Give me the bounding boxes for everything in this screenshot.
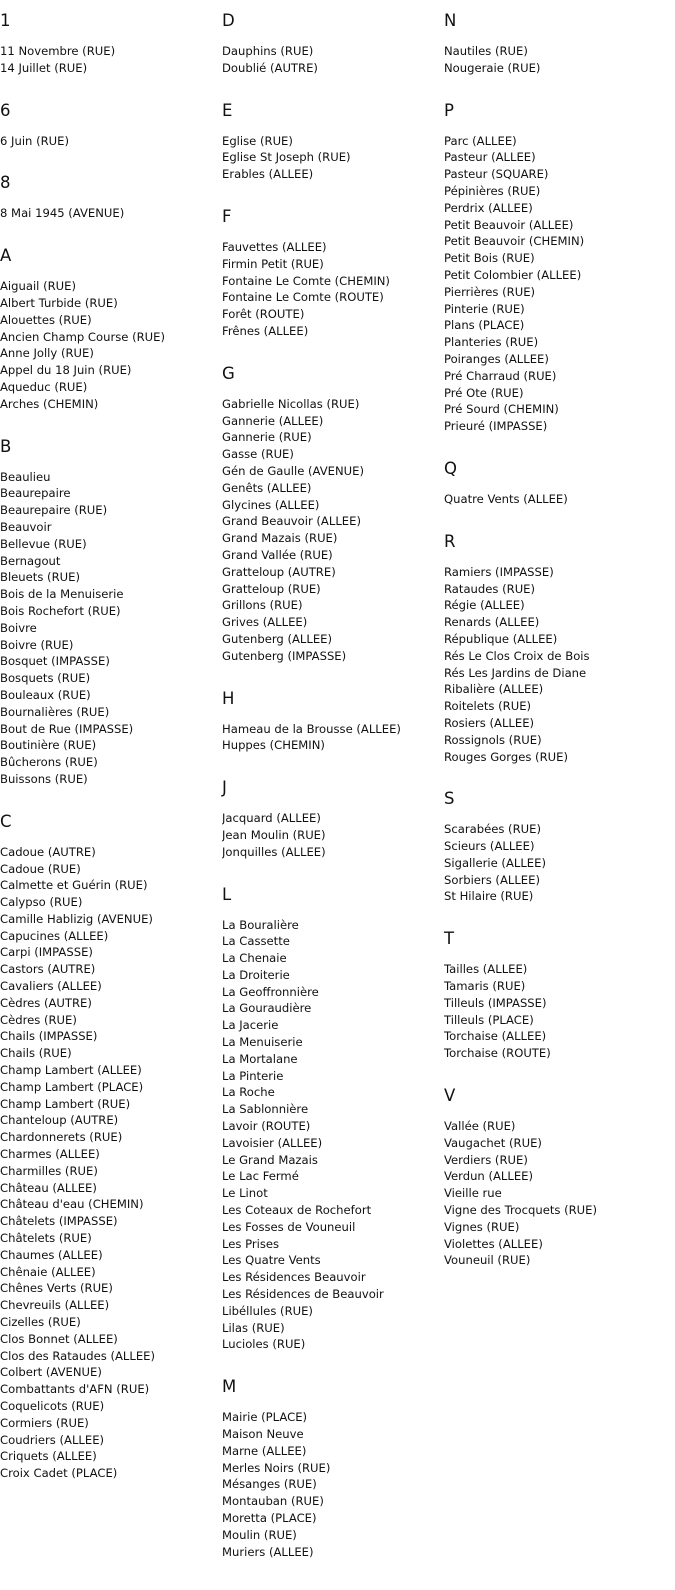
street-name: Bois de la Menuiserie	[0, 587, 124, 602]
street-name: Gasse (RUE)	[222, 447, 294, 462]
street-list	[222, 1409, 444, 1560]
street-name: Cadoue (AUTRE)	[0, 844, 96, 859]
street-name: Perdrix (ALLEE)	[444, 200, 533, 215]
street-name: Champ Lambert (PLACE)	[0, 1079, 144, 1094]
letter-group	[222, 883, 444, 1354]
street-name: Petit Beauvoir (ALLEE)	[444, 217, 574, 232]
letter-heading: C	[0, 811, 12, 831]
street-list	[222, 133, 444, 183]
street-name: Le Linot	[222, 1186, 268, 1201]
street-name: Châtelets (IMPASSE)	[0, 1214, 118, 1229]
street-name: République (ALLEE)	[444, 631, 558, 646]
street-name: Pépinières (RUE)	[444, 183, 541, 198]
street-name: Chardonnerets (RUE)	[0, 1130, 123, 1145]
street-name: Montauban (RUE)	[222, 1494, 324, 1509]
street-name: Les Coteaux de Rochefort	[222, 1203, 372, 1218]
street-name: Champ Lambert (RUE)	[0, 1096, 131, 1111]
street-list	[222, 43, 444, 77]
street-name: Cizelles (RUE)	[0, 1315, 81, 1330]
street-name: Les Résidences de Beauvoir	[222, 1287, 384, 1302]
street-name: Roitelets (RUE)	[444, 699, 532, 714]
letter-heading: S	[444, 789, 455, 809]
street-list	[444, 564, 675, 766]
street-name: Torchaise (ROUTE)	[444, 1046, 551, 1061]
street-name: Camille Hablizig (AVENUE)	[0, 911, 153, 926]
street-name: Vaugachet (RUE)	[444, 1135, 542, 1150]
letter-heading: T	[444, 929, 455, 949]
street-name: Boivre	[0, 620, 37, 635]
street-name: Bûcherons (RUE)	[0, 755, 98, 770]
street-name: Pré Charraud (RUE)	[444, 368, 557, 383]
street-name: La Gouraudière	[222, 1001, 312, 1016]
street-name: Gratteloup (RUE)	[222, 581, 321, 596]
letter-heading: A	[0, 246, 12, 266]
letter-heading: F	[222, 206, 232, 226]
street-name: Bosquet (IMPASSE)	[0, 654, 110, 669]
letter-heading: H	[222, 688, 235, 708]
street-name: Petit Bois (RUE)	[444, 251, 535, 266]
letter-group	[0, 244, 222, 412]
street-name: Tamaris (RUE)	[444, 979, 526, 994]
street-name: Beaulieu	[0, 469, 51, 484]
street-name: 14 Juillet (RUE)	[0, 60, 88, 75]
street-name: 6 Juin (RUE)	[0, 133, 69, 148]
street-name: Beaurepaire	[0, 486, 71, 501]
street-name: Rossignols (RUE)	[444, 732, 542, 747]
letter-group	[444, 787, 675, 905]
street-list	[0, 469, 222, 788]
street-name: Verdun (ALLEE)	[444, 1169, 534, 1184]
street-name: Capucines (ALLEE)	[0, 928, 109, 943]
street-name: La Menuiserie	[222, 1035, 303, 1050]
street-name: Gratteloup (AUTRE)	[222, 564, 336, 579]
street-list	[222, 810, 444, 860]
letter-heading: B	[0, 436, 12, 456]
street-name: Gannerie (RUE)	[222, 430, 312, 445]
street-name: Boivre (RUE)	[0, 637, 74, 652]
street-name: Grillons (RUE)	[222, 598, 303, 613]
street-name: Vignes (RUE)	[444, 1219, 520, 1234]
street-name: Maison Neuve	[222, 1427, 304, 1442]
street-list	[0, 133, 222, 150]
street-name: Château d'eau (CHEMIN)	[0, 1197, 144, 1212]
street-name: Buissons (RUE)	[0, 771, 88, 786]
letter-heading: 8	[0, 173, 11, 193]
street-name: Coquelicots (RUE)	[0, 1399, 105, 1413]
street-name: Rés Le Clos Croix de Bois	[444, 648, 590, 663]
street-name: Vieille rue	[444, 1186, 502, 1201]
letter-group	[0, 810, 222, 1482]
letter-heading: V	[444, 1086, 456, 1106]
street-name: Chevreuils (ALLEE)	[0, 1298, 110, 1313]
street-list	[0, 205, 222, 222]
street-name: Pré Ote (RUE)	[444, 385, 524, 400]
letter-group	[444, 530, 675, 766]
street-name: Lilas (RUE)	[222, 1320, 285, 1335]
street-name: Ramiers (IMPASSE)	[444, 564, 554, 579]
street-name: Les Résidences Beauvoir	[222, 1270, 366, 1285]
street-name: St Hilaire (RUE)	[444, 889, 534, 904]
street-list	[0, 844, 222, 1482]
letter-group	[222, 776, 444, 860]
letter-group	[0, 99, 222, 150]
letter-group	[222, 687, 444, 755]
street-name: Beaurepaire (RUE)	[0, 503, 108, 518]
street-name: Chênaie (ALLEE)	[0, 1264, 96, 1279]
street-name: Cavaliers (ALLEE)	[0, 979, 102, 994]
street-name: Eglise (RUE)	[222, 133, 293, 148]
street-name: Libéllules (RUE)	[222, 1303, 313, 1318]
street-name: Torchaise (ALLEE)	[444, 1029, 547, 1044]
street-name: Poiranges (ALLEE)	[444, 351, 549, 366]
street-list	[222, 239, 444, 340]
street-name: Charmilles (RUE)	[0, 1163, 98, 1178]
street-name: Planteries (RUE)	[444, 335, 539, 350]
street-name: Chails (IMPASSE)	[0, 1029, 98, 1044]
street-name: Hameau de la Brousse (ALLEE)	[222, 721, 401, 736]
letter-group	[444, 9, 675, 77]
street-name: Chaumes (ALLEE)	[0, 1247, 103, 1262]
letter-group	[222, 99, 444, 183]
street-name: Coudriers (ALLEE)	[0, 1432, 105, 1447]
street-name: Chênes Verts (RUE)	[0, 1281, 113, 1296]
street-name: Grand Vallée (RUE)	[222, 547, 333, 562]
street-name: Doublié (AUTRE)	[222, 60, 318, 75]
street-name: Pasteur (SQUARE)	[444, 167, 549, 182]
street-name: La Geoffronnière	[222, 984, 319, 999]
street-name: La Cassette	[222, 934, 290, 949]
street-name: Châtelets (RUE)	[0, 1231, 92, 1246]
street-name: Les Prises	[222, 1236, 280, 1251]
street-name: Erables (ALLEE)	[222, 167, 314, 182]
street-name: Chails (RUE)	[0, 1046, 72, 1061]
letter-heading: E	[222, 100, 233, 120]
street-name: Moretta (PLACE)	[222, 1511, 317, 1525]
street-name: Lavoir (ROUTE)	[222, 1119, 311, 1134]
street-name: Les Quatre Vents	[222, 1253, 321, 1268]
index-column	[0, 9, 222, 1582]
street-name: La Jacerie	[222, 1018, 279, 1033]
street-name: Charmes (ALLEE)	[0, 1147, 100, 1162]
street-name: Cèdres (RUE)	[0, 1012, 77, 1027]
street-name: Genêts (ALLEE)	[222, 480, 312, 495]
street-list	[444, 491, 675, 508]
letter-heading: G	[222, 363, 235, 383]
street-name: Quatre Vents (ALLEE)	[444, 491, 568, 506]
street-list	[444, 961, 675, 1062]
street-name: Albert Turbide (RUE)	[0, 295, 118, 310]
street-name: Parc (ALLEE)	[444, 133, 517, 148]
street-name: Nougeraie (RUE)	[444, 60, 541, 75]
street-name: La Pinterie	[222, 1068, 284, 1083]
street-name: Violettes (ALLEE)	[444, 1236, 543, 1251]
street-name: Bleuets (RUE)	[0, 570, 80, 585]
street-name: Colbert (AVENUE)	[0, 1365, 102, 1380]
street-name: La Mortalane	[222, 1051, 298, 1066]
street-name: Prieuré (IMPASSE)	[444, 419, 548, 434]
street-name: Lavoisier (ALLEE)	[222, 1135, 323, 1150]
street-name: Cadoue (RUE)	[0, 861, 81, 876]
street-name: Calmette et Guérin (RUE)	[0, 878, 148, 893]
street-name: Petit Colombier (ALLEE)	[444, 267, 582, 282]
street-name: Alouettes (RUE)	[0, 312, 92, 327]
street-name: Calypso (RUE)	[0, 895, 83, 910]
street-name: Criquets (ALLEE)	[0, 1449, 97, 1464]
street-name: Bosquets (RUE)	[0, 671, 91, 686]
street-name: Champ Lambert (ALLEE)	[0, 1063, 142, 1078]
street-name: Aiguail (RUE)	[0, 279, 77, 294]
street-name: Tailles (ALLEE)	[444, 962, 528, 977]
street-list	[444, 821, 675, 905]
street-name: Vouneuil (RUE)	[444, 1253, 531, 1268]
street-name: Rés Les Jardins de Diane	[444, 665, 587, 680]
street-name: Clos Bonnet (ALLEE)	[0, 1331, 118, 1346]
street-list	[0, 278, 222, 412]
street-name: Jonquilles (ALLEE)	[222, 844, 326, 859]
street-name: Tilleuls (PLACE)	[444, 1012, 534, 1027]
street-name: Appel du 18 Juin (RUE)	[0, 363, 132, 378]
street-name: Bournalières (RUE)	[0, 704, 110, 719]
street-name: Scieurs (ALLEE)	[444, 839, 535, 854]
street-name: Nautiles (RUE)	[444, 44, 528, 58]
letter-group	[444, 99, 675, 435]
street-name: Pré Sourd (CHEMIN)	[444, 402, 559, 417]
street-name: Chanteloup (AUTRE)	[0, 1113, 119, 1128]
street-name: Petit Beauvoir (CHEMIN)	[444, 234, 585, 249]
street-name: 8 Mai 1945 (AVENUE)	[0, 206, 125, 221]
street-name: Mésanges (RUE)	[222, 1477, 317, 1492]
street-name: Huppes (CHEMIN)	[222, 738, 325, 753]
street-name: La Roche	[222, 1085, 275, 1100]
letter-group	[222, 362, 444, 665]
street-name: Grives (ALLEE)	[222, 615, 308, 630]
street-name: Bernagout	[0, 553, 61, 568]
street-name: Le Grand Mazais	[222, 1152, 318, 1167]
street-name: Eglise St Joseph (RUE)	[222, 150, 351, 165]
letter-heading: D	[222, 11, 235, 30]
street-name: Carpi (IMPASSE)	[0, 945, 93, 960]
street-list	[444, 1118, 675, 1269]
letter-heading: J	[222, 778, 227, 798]
street-name: Renards (ALLEE)	[444, 615, 540, 630]
street-name: Vallée (RUE)	[444, 1119, 516, 1134]
street-name: Verdiers (RUE)	[444, 1152, 528, 1167]
street-name: La Sablonnière	[222, 1102, 309, 1117]
street-name: Les Fosses de Vouneuil	[222, 1219, 356, 1234]
street-name: Gabrielle Nicollas (RUE)	[222, 396, 360, 411]
letter-group	[444, 1084, 675, 1269]
street-name: Aqueduc (RUE)	[0, 379, 88, 394]
street-list	[444, 43, 675, 77]
street-name: Fontaine Le Comte (CHEMIN)	[222, 273, 390, 288]
street-name: Lucioles (RUE)	[222, 1337, 306, 1352]
letter-group	[222, 205, 444, 340]
street-name: Rosiers (ALLEE)	[444, 715, 535, 730]
street-name: Le Lac Fermé	[222, 1169, 299, 1184]
letter-heading: 1	[0, 11, 11, 30]
letter-heading: R	[444, 531, 456, 551]
letter-heading: P	[444, 100, 454, 120]
street-name: Gannerie (ALLEE)	[222, 413, 324, 428]
street-name: Cormiers (RUE)	[0, 1415, 89, 1430]
street-name: Fauvettes (ALLEE)	[222, 239, 327, 254]
street-name: Muriers (ALLEE)	[222, 1544, 314, 1559]
street-name: Jean Moulin (RUE)	[222, 827, 326, 842]
street-name: Glycines (ALLEE)	[222, 497, 320, 512]
street-name: Sigallerie (ALLEE)	[444, 855, 546, 870]
street-name: Sorbiers (ALLEE)	[444, 872, 540, 887]
index-column	[222, 9, 444, 1582]
street-name: Combattants d'AFN (RUE)	[0, 1382, 150, 1397]
street-name: Clos des Rataudes (ALLEE)	[0, 1348, 156, 1363]
street-name: Pasteur (ALLEE)	[444, 150, 536, 165]
street-name: Boutinière (RUE)	[0, 738, 97, 753]
street-name: Rouges Gorges (RUE)	[444, 749, 568, 764]
letter-group	[444, 457, 675, 508]
street-name: Croix Cadet (PLACE)	[0, 1466, 118, 1481]
street-name: Bellevue (RUE)	[0, 536, 87, 551]
street-name: Grand Mazais (RUE)	[222, 531, 338, 546]
street-name: La Bouralière	[222, 917, 299, 932]
street-name: Gutenberg (ALLEE)	[222, 631, 333, 646]
letter-group	[0, 9, 222, 77]
street-name: Scarabées (RUE)	[444, 822, 541, 837]
street-name: Plans (PLACE)	[444, 318, 525, 333]
street-name: Régie (ALLEE)	[444, 598, 525, 613]
letter-group	[222, 1375, 444, 1560]
street-name: Moulin (RUE)	[222, 1527, 297, 1542]
street-name: Ribalière (ALLEE)	[444, 682, 544, 697]
letter-group	[222, 9, 444, 77]
street-list	[222, 721, 444, 755]
street-name: Beauvoir	[0, 519, 52, 534]
letter-heading: L	[222, 884, 232, 904]
street-name: Marne (ALLEE)	[222, 1443, 307, 1458]
street-name: Frênes (ALLEE)	[222, 323, 309, 338]
letter-heading: Q	[444, 458, 457, 478]
street-name: Château (ALLEE)	[0, 1180, 97, 1195]
street-name: Pierrières (RUE)	[444, 284, 536, 299]
street-name: Grand Beauvoir (ALLEE)	[222, 514, 361, 529]
letter-group	[0, 171, 222, 222]
street-name: La Chenaie	[222, 951, 287, 966]
street-name: Dauphins (RUE)	[222, 44, 314, 58]
street-list	[444, 133, 675, 435]
street-name: Vigne des Trocquets (RUE)	[444, 1203, 598, 1218]
street-list	[222, 396, 444, 665]
street-name: Arches (CHEMIN)	[0, 396, 99, 411]
street-name: Merles Noirs (RUE)	[222, 1460, 331, 1475]
street-name: Ancien Champ Course (RUE)	[0, 329, 166, 344]
letter-group	[0, 435, 222, 788]
street-list	[0, 43, 222, 77]
street-name: Castors (AUTRE)	[0, 962, 96, 977]
street-name: 11 Novembre (RUE)	[0, 44, 116, 58]
street-name: Tilleuls (IMPASSE)	[444, 995, 547, 1010]
street-name: Pinterie (RUE)	[444, 301, 525, 316]
street-name: Gutenberg (IMPASSE)	[222, 648, 347, 663]
letter-group	[444, 927, 675, 1062]
street-name: Bout de Rue (IMPASSE)	[0, 721, 134, 736]
street-name: Bois Rochefort (RUE)	[0, 603, 121, 618]
street-name: Jacquard (ALLEE)	[222, 811, 321, 826]
street-name: Cèdres (AUTRE)	[0, 995, 92, 1010]
letter-heading: M	[222, 1377, 237, 1397]
street-list	[222, 917, 444, 1354]
letter-heading: 6	[0, 100, 11, 120]
street-name: La Droiterie	[222, 967, 290, 982]
street-name: Fontaine Le Comte (ROUTE)	[222, 290, 384, 305]
street-name: Bouleaux (RUE)	[0, 687, 91, 702]
street-name: Rataudes (RUE)	[444, 581, 536, 596]
index-column	[444, 9, 675, 1582]
street-name: Firmin Petit (RUE)	[222, 256, 324, 271]
street-name: Gén de Gaulle (AVENUE)	[222, 463, 365, 478]
street-name: Mairie (PLACE)	[222, 1410, 308, 1425]
street-name: Anne Jolly (RUE)	[0, 346, 94, 361]
letter-heading: N	[444, 11, 457, 30]
street-name: Forêt (ROUTE)	[222, 307, 305, 322]
